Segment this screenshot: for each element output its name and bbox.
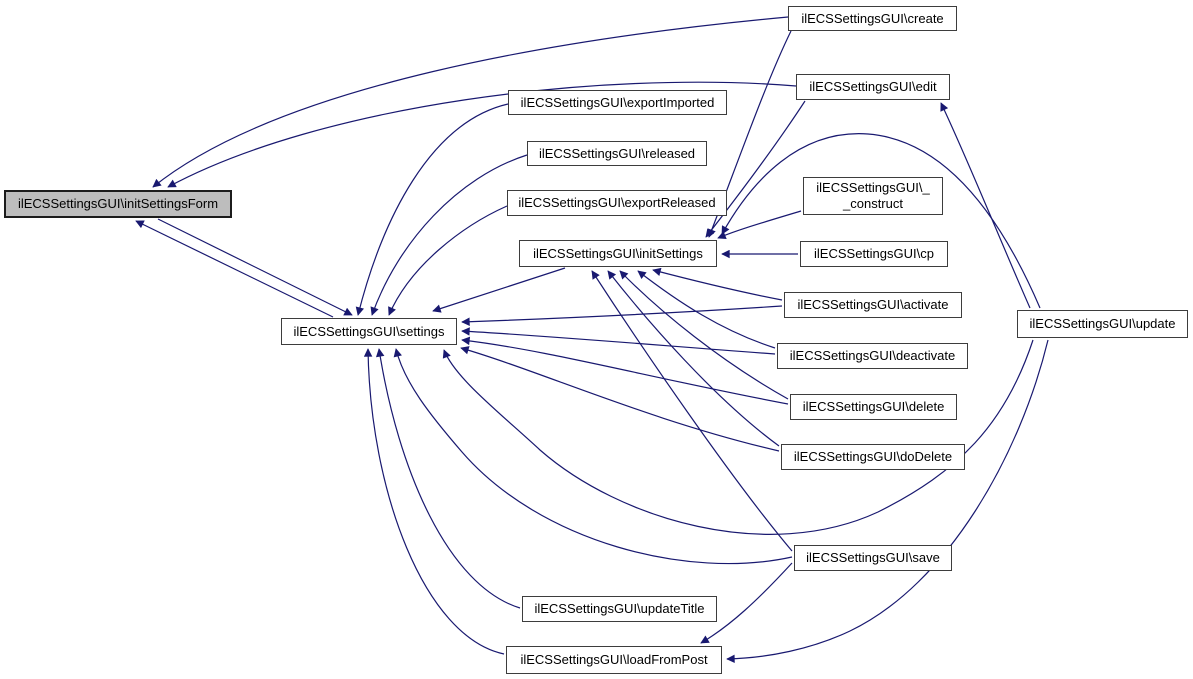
graph-node-label: ilECSSettingsGUI\delete [802, 399, 945, 414]
graph-node-settings[interactable] [281, 318, 457, 345]
graph-node-label: ilECSSettingsGUI\edit [809, 79, 937, 94]
graph-node-label: ilECSSettingsGUI\update [1029, 316, 1176, 331]
graph-node-exportImported[interactable] [508, 90, 727, 115]
edge-activate-to-settings [462, 306, 782, 322]
edge-loadFromPost-to-settings [368, 349, 504, 654]
graph-node-label: ilECSSettingsGUI\initSettings [533, 245, 703, 261]
graph-node-create[interactable] [788, 6, 957, 31]
graph-node-doDelete[interactable] [781, 444, 965, 470]
graph-node-label: ilECSSettingsGUI\loadFromPost [520, 652, 708, 667]
edge-settings-to-initSettingsForm [136, 221, 333, 317]
graph-node-cp[interactable] [800, 241, 948, 267]
edge-update-to-edit [941, 103, 1030, 308]
edge-construct-to-initSettings [718, 211, 801, 238]
graph-node-save[interactable] [794, 545, 952, 571]
graph-node-edit[interactable] [796, 74, 950, 100]
graph-node-initSettingsForm[interactable] [4, 190, 232, 218]
edge-delete-to-settings [462, 340, 788, 404]
edge-released-to-settings [372, 155, 527, 315]
edge-exportImported-to-settings [358, 104, 508, 315]
graph-node-label: ilECSSettingsGUI\updateTitle [534, 601, 705, 616]
graph-node-label: ilECSSettingsGUI\cp [814, 246, 934, 261]
edge-deactivate-to-initSettings [638, 271, 775, 348]
graph-node-label: ilECSSettingsGUI\released [538, 145, 696, 161]
edge-edit-to-initSettings [706, 101, 805, 237]
graph-node-label: ilECSSettingsGUI\exportReleased [518, 195, 716, 210]
edge-deactivate-to-settings [462, 331, 775, 354]
graph-node-label: ilECSSettingsGUI\settings [293, 323, 445, 339]
graph-node-label: ilECSSettingsGUI\doDelete [793, 449, 953, 464]
graph-node-label-line: ilECSSettingsGUI\_ [816, 180, 930, 195]
graph-node-label-line: _construct [843, 196, 903, 211]
graph-node-updateTitle[interactable] [522, 596, 717, 622]
graph-node-label: ilECSSettingsGUI\activate [797, 297, 949, 312]
graph-node-label: ilECSSettingsGUI\save [806, 550, 940, 565]
graph-node-label: ilECSSettingsGUI\create [801, 10, 944, 26]
edge-save-to-settings [396, 349, 792, 564]
graph-node-label: ilECSSettingsGUI\deactivate [789, 348, 956, 363]
edge-initSettings-to-settings [433, 268, 565, 311]
edge-exportReleased-to-settings [389, 206, 507, 315]
graph-node-update[interactable] [1017, 310, 1188, 338]
graph-node-released[interactable] [527, 141, 707, 166]
edge-updateTitle-to-settings [379, 349, 520, 608]
graph-node-exportReleased[interactable] [507, 190, 727, 216]
graph-node-deactivate[interactable] [777, 343, 968, 369]
graph-node-initSettings[interactable] [519, 240, 717, 267]
edge-save-to-initSettings [592, 271, 792, 551]
graph-node-activate[interactable] [784, 292, 962, 318]
graph-node-loadFromPost[interactable] [506, 646, 722, 674]
graph-node-label: ilECSSettingsGUI\initSettingsForm [17, 196, 219, 211]
graph-node-construct[interactable] [803, 177, 943, 215]
edge-update-to-loadFromPost [727, 340, 1048, 659]
edge-initSettingsForm-to-settings [158, 219, 352, 315]
graph-node-delete[interactable] [790, 394, 957, 420]
graph-node-label: ilECSSettingsGUI\exportImported [520, 94, 715, 110]
